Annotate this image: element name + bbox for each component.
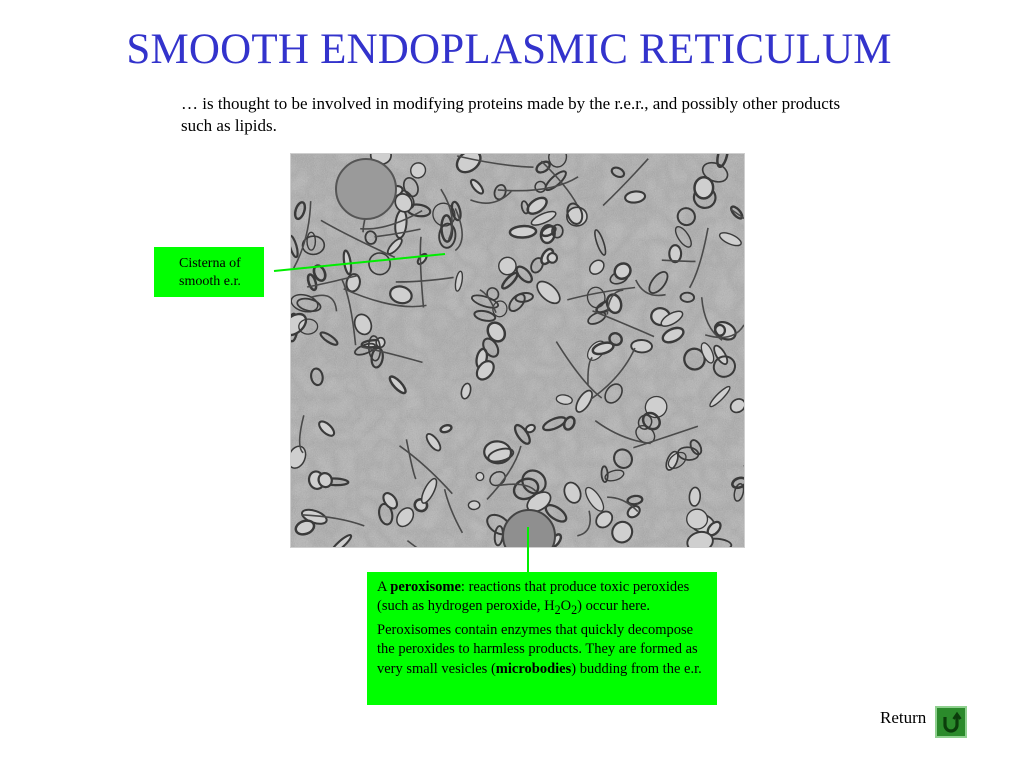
peroxisome-text-1: A <box>377 579 391 595</box>
return-button[interactable] <box>935 706 967 738</box>
subscript-2b: 2 <box>571 603 578 618</box>
return-label[interactable]: Return <box>880 708 927 727</box>
microbodies-term: microbodies <box>495 660 572 677</box>
return-control[interactable] <box>880 705 967 739</box>
slide-title: SMOOTH ENDOPLASMIC RETICULUM <box>126 26 892 73</box>
micrograph-image <box>291 154 744 547</box>
subscript-2a: 2 <box>554 603 561 618</box>
intro-text: … is thought to be involved in modifying proteins made by the r.e.r., and possibly other products such as lipids. <box>181 94 841 135</box>
peroxisome-text-5: ) budding from the e.r. <box>571 660 702 677</box>
peroxisome-text-4: ) occur here. Peroxisomes contain enzymes that quickly decompose the peroxides to harmless products. They are formed as very small vesicles ( <box>377 598 698 677</box>
u-turn-return-icon <box>940 711 962 733</box>
peroxisome-term: peroxisome <box>390 579 461 595</box>
peroxisome-text-3: O <box>560 598 572 615</box>
peroxisome-text-2: : reactions that produce toxic peroxides (such as hydrogen peroxide, H <box>377 579 690 615</box>
cisterna-label-line1: Cisterna of <box>179 256 241 271</box>
cisterna-label-line2: smooth e.r. <box>179 274 241 289</box>
label-peroxisome <box>367 572 717 705</box>
electron-micrograph <box>290 153 745 548</box>
label-cisterna-smooth-er <box>154 247 264 297</box>
